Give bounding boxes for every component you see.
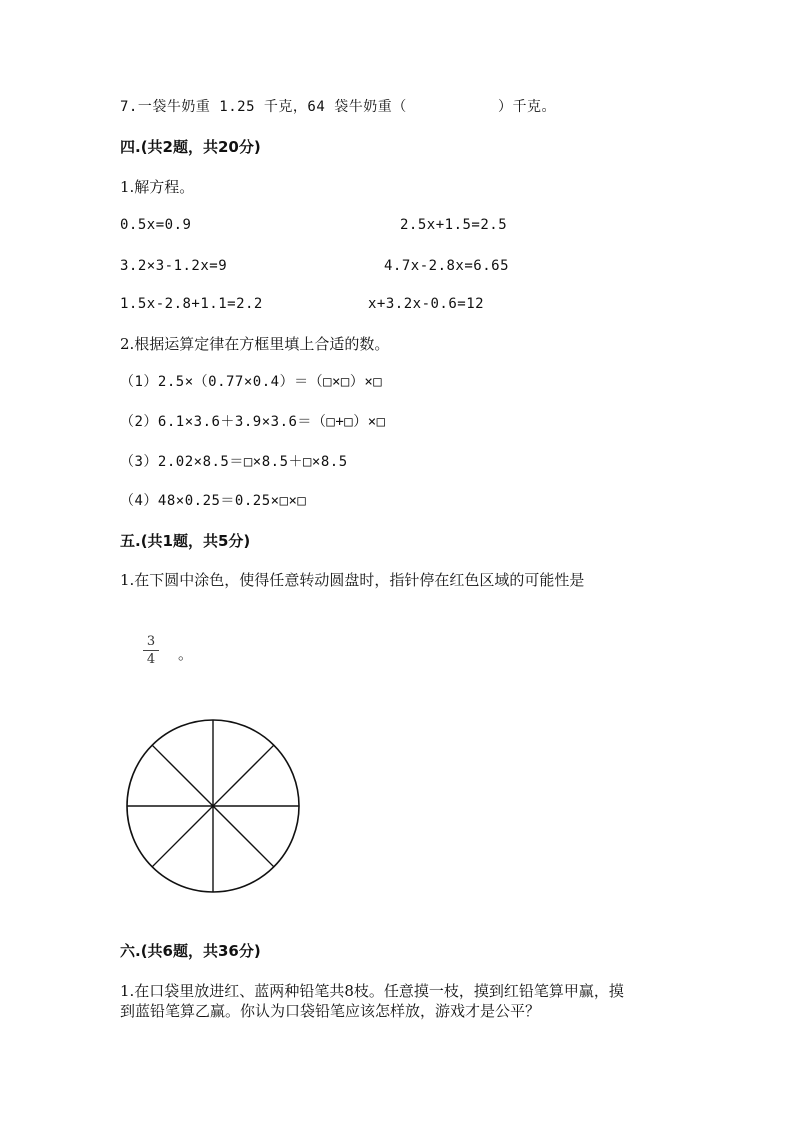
section-4-q1-title: 1.解方程。 (120, 178, 195, 196)
fraction-denominator: 4 (146, 652, 156, 667)
equation: 1.5x-2.8+1.1=2.2 (120, 296, 263, 312)
section-4-heading: 四.(共2题，共20分) (120, 138, 261, 156)
fraction-numerator: 3 (146, 634, 156, 649)
q7-text-start: 7.一袋牛奶重 1.25 千克，64 袋牛奶重（ (120, 99, 407, 115)
section-4-q2-title: 2.根据运算定律在方框里填上合适的数。 (120, 335, 390, 353)
equation: 0.5x=0.9 (120, 217, 192, 233)
q7-text-end: ）千克。 (498, 99, 556, 115)
section-6-heading: 六.(共6题，共36分) (120, 942, 261, 960)
probability-fraction (141, 634, 161, 667)
section-5-heading: 五.(共1题，共5分) (120, 532, 251, 550)
equation: 3.2×3-1.2x=9 (120, 258, 228, 274)
spinner-circle[interactable] (125, 719, 301, 895)
equation: 4.7x-2.8x=6.65 (384, 258, 510, 274)
fill-item: （2）6.1×3.6＋3.9×3.6＝（□+□）×□ (120, 414, 386, 430)
section-5-q1-text: 1.在下圆中涂色，使得任意转动圆盘时，指针停在红色区域的可能性是 (120, 571, 585, 589)
fill-item: （1）2.5×（0.77×0.4）＝（□×□）×□ (120, 374, 383, 390)
equation: 2.5x+1.5=2.5 (400, 217, 508, 233)
fraction-end-mark: 。 (178, 645, 194, 663)
section-6-q1-line2: 到蓝铅笔算乙赢。你认为口袋铅笔应该怎样放，游戏才是公平？ (120, 1002, 541, 1020)
fill-item: （4）48×0.25＝0.25×□×□ (120, 493, 307, 509)
equation: x+3.2x-0.6=12 (368, 296, 485, 312)
fraction-bar (143, 650, 159, 651)
fill-item: （3）2.02×8.5＝□×8.5＋□×8.5 (120, 454, 348, 470)
spinner-dividers (127, 720, 299, 892)
section-6-q1-line1: 1.在口袋里放进红、蓝两种铅笔共8枝。任意摸一枝，摸到红铅笔算甲赢，摸 (120, 982, 624, 1000)
